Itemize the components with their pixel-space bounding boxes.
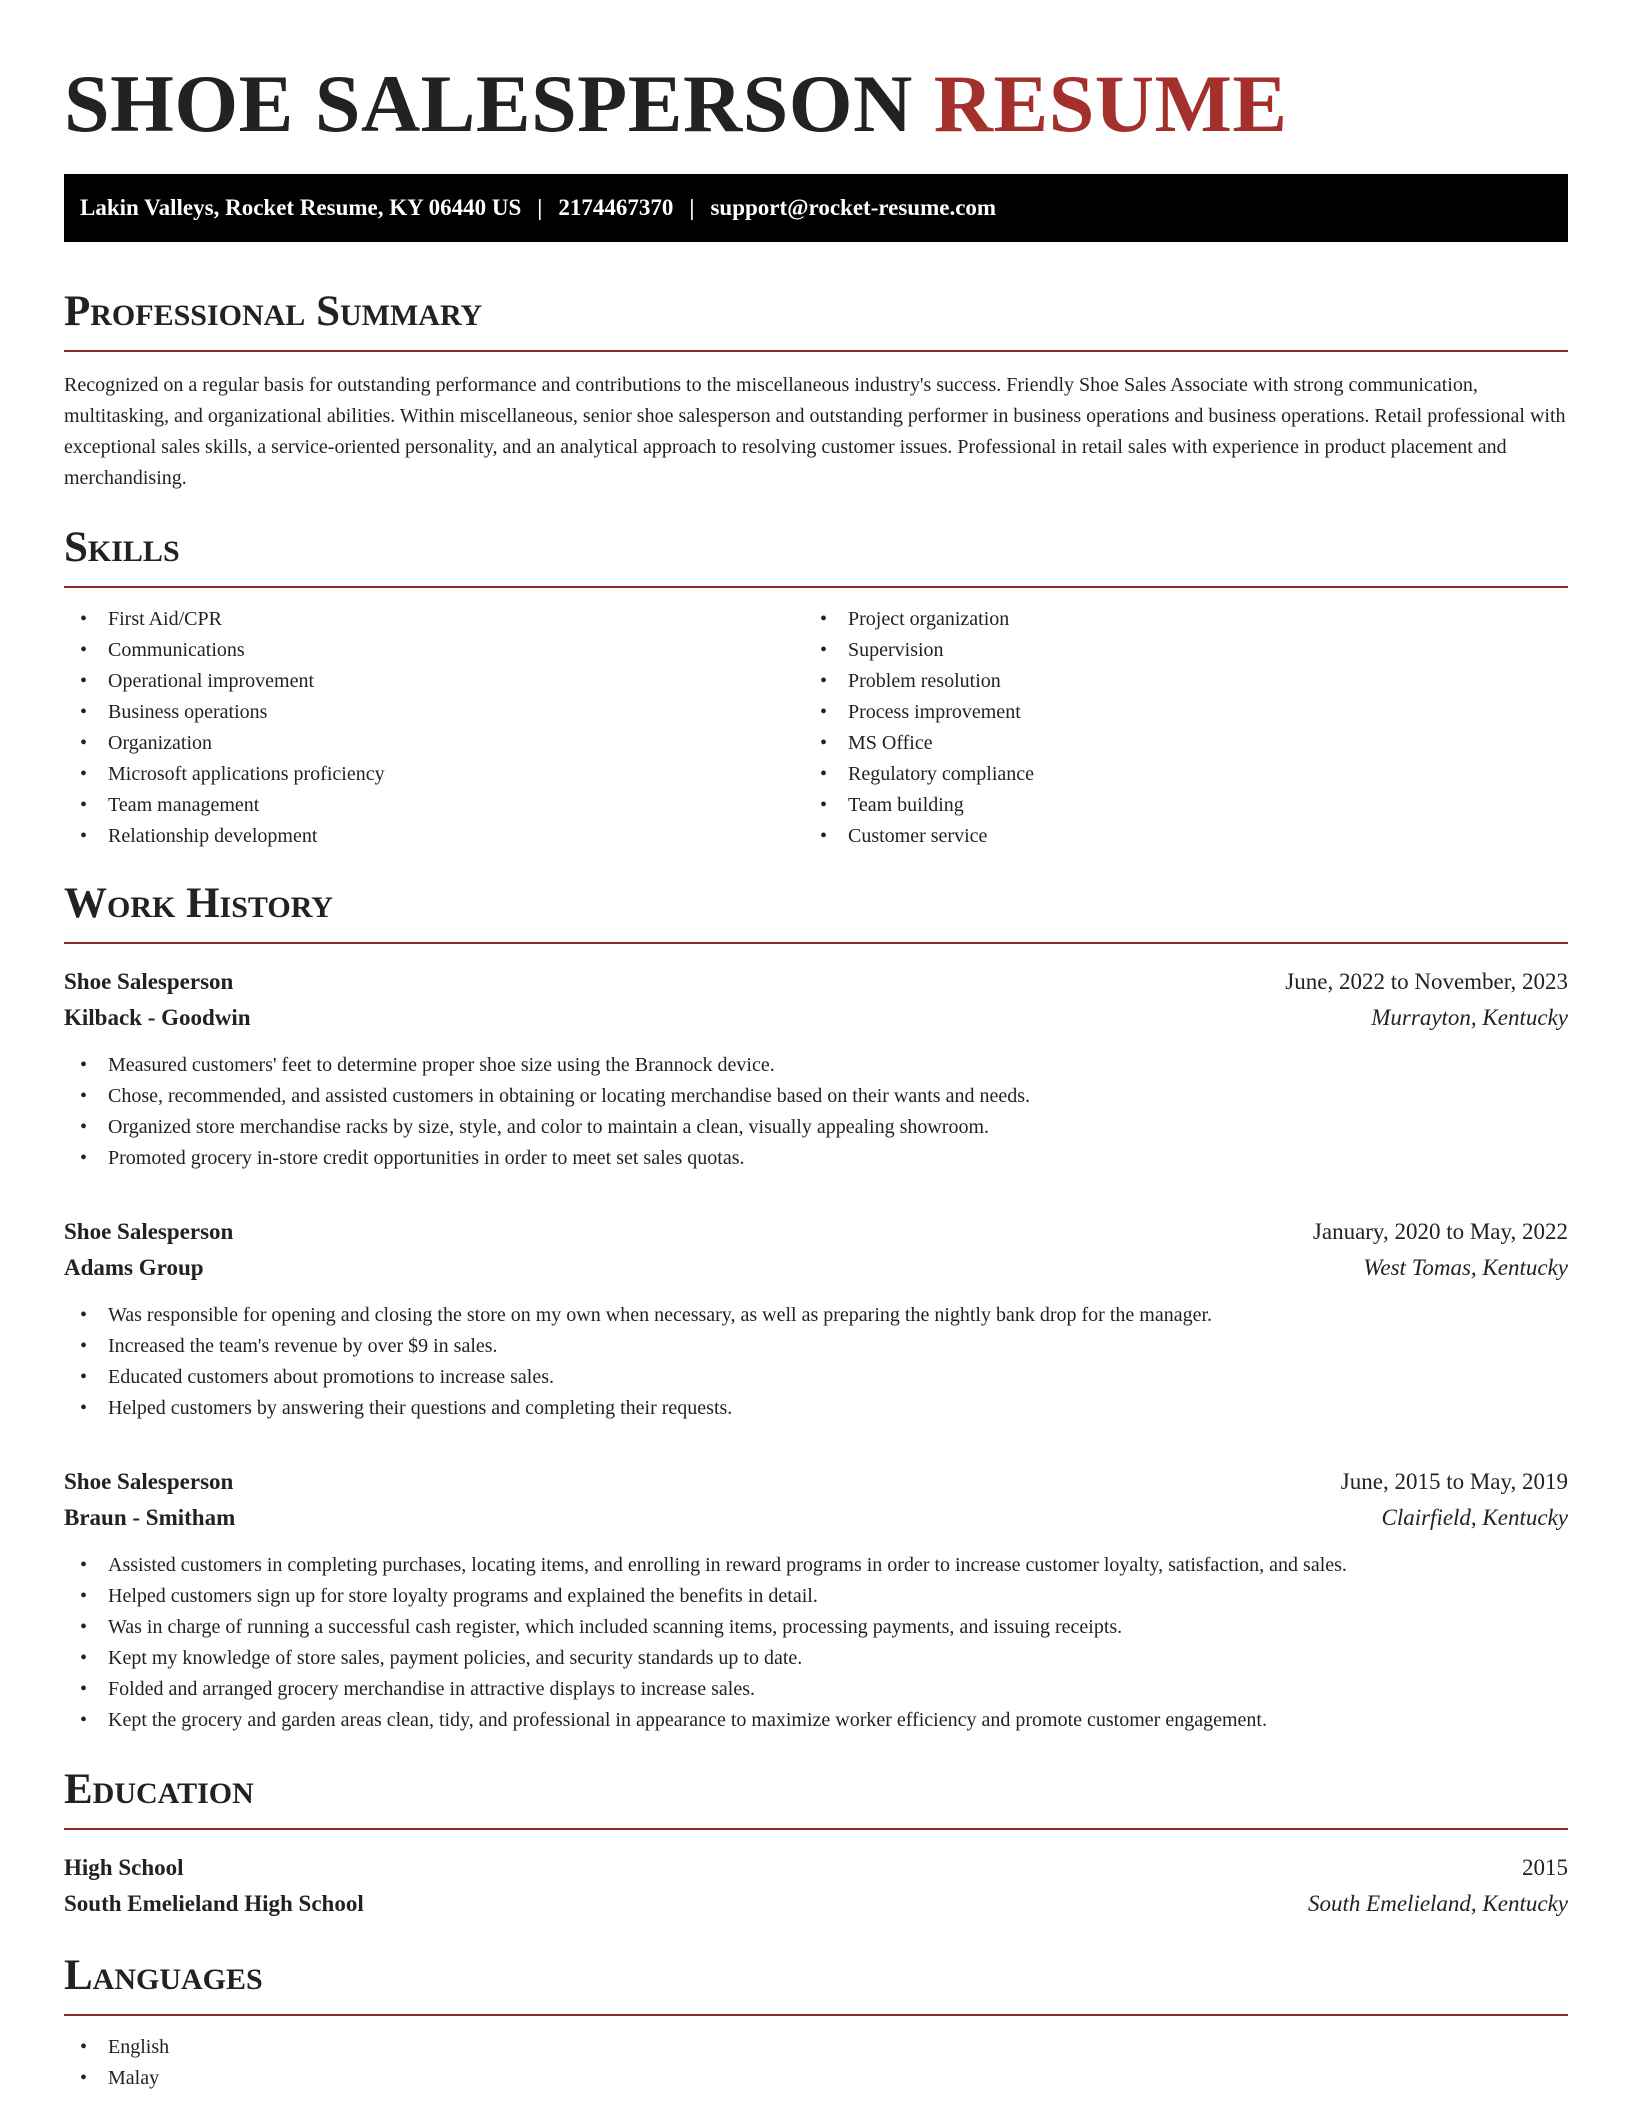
- bullet-icon: •: [80, 701, 88, 723]
- skill-label: Supervision: [848, 639, 944, 661]
- job-title-row: [64, 1214, 1568, 1250]
- language-item: [64, 2063, 1568, 2094]
- education-degree: High School: [64, 1855, 184, 1880]
- contact-email: support@rocket-resume.com: [710, 195, 997, 220]
- skill-item: [804, 759, 1568, 790]
- bullet-icon: •: [80, 1366, 88, 1388]
- job-dates: June, 2022 to November, 2023: [1285, 969, 1568, 994]
- contact-separator: |: [689, 195, 695, 220]
- job-company: Kilback - Goodwin: [64, 1005, 251, 1030]
- skill-label: First Aid/CPR: [108, 608, 222, 630]
- bullet-icon: •: [820, 825, 828, 847]
- education-degree-row: [64, 1850, 1568, 1886]
- bullet-icon: •: [80, 1304, 88, 1326]
- language-item: [64, 2032, 1568, 2063]
- job-duty: [64, 1081, 1568, 1112]
- skill-label: Customer service: [848, 825, 988, 847]
- job-duty: [64, 1050, 1568, 1081]
- work-history-heading: Work History: [64, 880, 333, 927]
- skill-item: [64, 790, 804, 821]
- skill-label: Process improvement: [848, 701, 1021, 723]
- skill-item: [64, 821, 804, 852]
- languages-list: [64, 2032, 1568, 2094]
- contact-separator: |: [537, 195, 543, 220]
- job-title-row: [64, 1464, 1568, 1500]
- job-company-row: [64, 1000, 1568, 1036]
- summary-heading: Professional Summary: [64, 288, 483, 335]
- skill-label: Communications: [108, 639, 245, 661]
- bullet-icon: •: [80, 639, 88, 661]
- job-duty: [64, 1674, 1568, 1705]
- job-entry: [64, 964, 1568, 1174]
- job-location: Clairfield, Kentucky: [1381, 1505, 1568, 1530]
- section-divider: [64, 1828, 1568, 1830]
- bullet-icon: •: [820, 701, 828, 723]
- skill-item: [804, 666, 1568, 697]
- skill-label: Project organization: [848, 608, 1010, 630]
- bullet-icon: •: [80, 794, 88, 816]
- bullet-icon: •: [80, 1397, 88, 1419]
- section-divider: [64, 942, 1568, 944]
- job-dates: January, 2020 to May, 2022: [1312, 1219, 1568, 1244]
- summary-section: [64, 286, 1568, 494]
- bullet-icon: •: [80, 1147, 88, 1169]
- bullet-icon: •: [80, 1647, 88, 1669]
- resume-title: [64, 58, 1568, 150]
- bullet-icon: •: [820, 794, 828, 816]
- contact-phone: 2174467370: [558, 195, 674, 220]
- contact-bar: [64, 174, 1568, 242]
- bullet-icon: •: [80, 763, 88, 785]
- section-divider: [64, 350, 1568, 352]
- education-location: South Emelieland, Kentucky: [1308, 1891, 1568, 1916]
- job-duties-list: [64, 1050, 1568, 1174]
- bullet-icon: •: [820, 608, 828, 630]
- bullet-icon: •: [80, 1678, 88, 1700]
- contact-address: Lakin Valleys, Rocket Resume, KY 06440 US: [80, 195, 522, 220]
- job-title: Shoe Salesperson: [64, 1219, 234, 1244]
- job-location: Murrayton, Kentucky: [1371, 1005, 1568, 1030]
- job-company-row: [64, 1500, 1568, 1536]
- bullet-icon: •: [820, 732, 828, 754]
- duty-text: Helped customers sign up for store loyalty programs and explained the benefits in detail.: [108, 1585, 818, 1607]
- education-year: 2015: [1522, 1855, 1568, 1880]
- skill-item: [804, 635, 1568, 666]
- section-divider: [64, 586, 1568, 588]
- skill-label: Business operations: [108, 701, 268, 723]
- skill-label: Operational improvement: [108, 670, 315, 692]
- skill-item: [64, 666, 804, 697]
- bullet-icon: •: [80, 670, 88, 692]
- skill-item: [64, 697, 804, 728]
- duty-text: Was in charge of running a successful cash register, which included scanning items, processing payments, and issuing receipts.: [108, 1616, 1123, 1638]
- job-duty: [64, 1581, 1568, 1612]
- duty-text: Kept my knowledge of store sales, payment policies, and security standards up to date.: [108, 1647, 803, 1669]
- skill-item: [804, 790, 1568, 821]
- skills-grid: [64, 604, 1568, 852]
- job-duty: [64, 1362, 1568, 1393]
- skill-label: MS Office: [848, 732, 933, 754]
- job-company-row: [64, 1250, 1568, 1286]
- skill-item: [804, 821, 1568, 852]
- skill-label: Relationship development: [108, 825, 318, 847]
- duty-text: Assisted customers in completing purchases, locating items, and enrolling in reward programs in order to increase customer loyalty, satisfaction, and sales.: [108, 1554, 1347, 1576]
- bullet-icon: •: [80, 2036, 88, 2058]
- skills-section: [64, 522, 1568, 852]
- job-company: Adams Group: [64, 1255, 204, 1280]
- duty-text: Measured customers' feet to determine proper shoe size using the Brannock device.: [108, 1054, 775, 1076]
- job-location: West Tomas, Kentucky: [1363, 1255, 1568, 1280]
- work-history-section: [64, 878, 1568, 1736]
- skill-item: [804, 604, 1568, 635]
- bullet-icon: •: [80, 1085, 88, 1107]
- job-title: Shoe Salesperson: [64, 969, 234, 994]
- job-title: Shoe Salesperson: [64, 1469, 234, 1494]
- skill-label: Team management: [108, 794, 260, 816]
- bullet-icon: •: [80, 1054, 88, 1076]
- duty-text: Folded and arranged grocery merchandise in attractive displays to increase sales.: [108, 1678, 755, 1700]
- duty-text: Organized store merchandise racks by size, style, and color to maintain a clean, visually appealing showroom.: [108, 1116, 990, 1138]
- duty-text: Promoted grocery in-store credit opportunities in order to meet set sales quotas.: [108, 1147, 745, 1169]
- skill-label: Team building: [848, 794, 964, 816]
- duty-text: Educated customers about promotions to increase sales.: [108, 1366, 554, 1388]
- skill-item: [64, 759, 804, 790]
- skill-label: Regulatory compliance: [848, 763, 1035, 785]
- job-duty: [64, 1643, 1568, 1674]
- job-duties-list: [64, 1300, 1568, 1424]
- education-school-row: [64, 1886, 1568, 1922]
- job-duty: [64, 1143, 1568, 1174]
- skill-item: [804, 697, 1568, 728]
- skill-item: [64, 635, 804, 666]
- skills-list-left: [64, 604, 804, 852]
- skills-heading: Skills: [64, 524, 180, 571]
- title-accent: RESUME: [933, 58, 1288, 149]
- job-duty: [64, 1393, 1568, 1424]
- job-duty: [64, 1612, 1568, 1643]
- title-main: SHOE SALESPERSON: [64, 58, 913, 149]
- summary-text: Recognized on a regular basis for outstanding performance and contributions to the miscellaneous industry's success. Friendly Shoe Sales Associate with strong communication, multitasking, and organizational abilities. Within miscellaneous, senior shoe salesperson and outstanding performer in business operations and business operations. Retail professional with exceptional sales skills, a service-oriented personality, and an analytical approach to resolving customer issues. Professional in retail sales with experience in product placement and merchandising.: [64, 374, 1566, 489]
- job-duty: [64, 1300, 1568, 1331]
- duty-text: Increased the team's revenue by over $9 in sales.: [108, 1335, 498, 1357]
- bullet-icon: •: [820, 639, 828, 661]
- bullet-icon: •: [80, 1335, 88, 1357]
- job-duty: [64, 1331, 1568, 1362]
- duty-text: Helped customers by answering their questions and completing their requests.: [108, 1397, 733, 1419]
- duty-text: Kept the grocery and garden areas clean, tidy, and professional in appearance to maximize worker efficiency and promote customer engagement.: [108, 1709, 1267, 1731]
- job-duties-list: [64, 1550, 1568, 1736]
- skill-item: [804, 728, 1568, 759]
- bullet-icon: •: [820, 763, 828, 785]
- job-dates: June, 2015 to May, 2019: [1340, 1469, 1568, 1494]
- bullet-icon: •: [80, 825, 88, 847]
- section-divider: [64, 2014, 1568, 2016]
- job-duty: [64, 1112, 1568, 1143]
- skill-item: [64, 604, 804, 635]
- bullet-icon: •: [80, 1116, 88, 1138]
- education-section: [64, 1764, 1568, 1922]
- bullet-icon: •: [820, 670, 828, 692]
- job-duty: [64, 1550, 1568, 1581]
- skill-item: [64, 728, 804, 759]
- job-entry: [64, 1464, 1568, 1736]
- job-title-row: [64, 964, 1568, 1000]
- skill-label: Organization: [108, 732, 213, 754]
- skills-list-right: [804, 604, 1568, 852]
- job-duty: [64, 1705, 1568, 1736]
- duty-text: Was responsible for opening and closing the store on my own when necessary, as well as preparing the nightly bank drop for the manager.: [108, 1304, 1213, 1326]
- skill-label: Microsoft applications proficiency: [108, 763, 385, 785]
- education-entry: [64, 1850, 1568, 1922]
- skill-label: Problem resolution: [848, 670, 1001, 692]
- duty-text: Chose, recommended, and assisted customers in obtaining or locating merchandise based on their wants and needs.: [108, 1085, 1030, 1107]
- bullet-icon: •: [80, 608, 88, 630]
- job-entry: [64, 1214, 1568, 1424]
- language-label: English: [108, 2036, 170, 2058]
- education-school: South Emelieland High School: [64, 1891, 364, 1916]
- bullet-icon: •: [80, 1585, 88, 1607]
- bullet-icon: •: [80, 732, 88, 754]
- job-company: Braun - Smitham: [64, 1505, 236, 1530]
- education-heading: Education: [64, 1766, 254, 1813]
- languages-heading: Languages: [64, 1952, 263, 1999]
- bullet-icon: •: [80, 1709, 88, 1731]
- languages-section: [64, 1950, 1568, 2094]
- bullet-icon: •: [80, 1554, 88, 1576]
- language-label: Malay: [108, 2067, 160, 2089]
- bullet-icon: •: [80, 1616, 88, 1638]
- bullet-icon: •: [80, 2067, 88, 2089]
